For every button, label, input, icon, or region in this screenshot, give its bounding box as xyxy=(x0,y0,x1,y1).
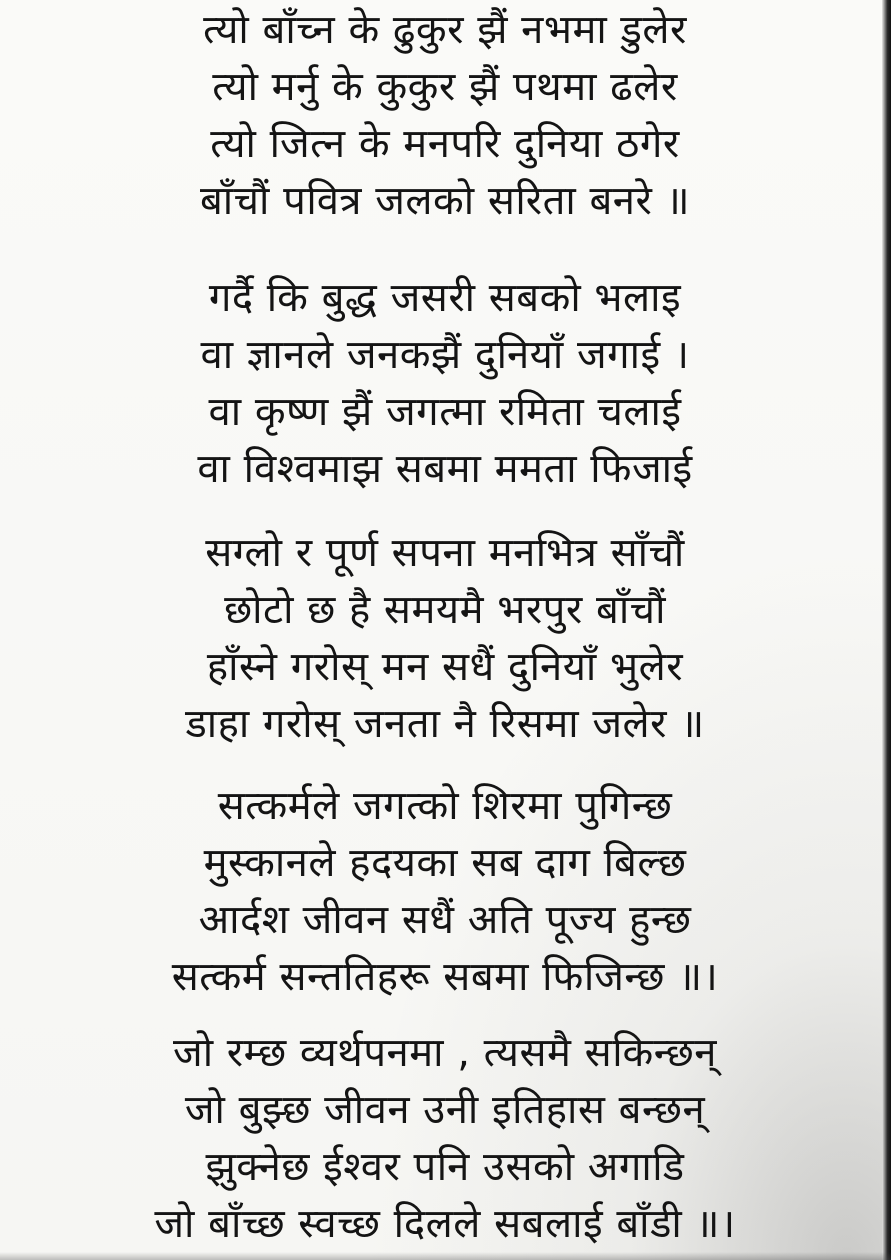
poem-line: त्यो बाँच्न के ढुकुर झैं नभमा डुलेर xyxy=(203,7,687,53)
poem-line: वा विश्वमाझ सबमा ममता फिजाई xyxy=(197,446,693,492)
page-bottom-shadow xyxy=(0,1252,891,1260)
stanza-3 xyxy=(60,525,830,753)
poem-line: वा ज्ञानले जनकझैं दुनियाँ जगाई । xyxy=(200,332,690,378)
poem-line: जो बाँच्छ स्वच्छ दिलले सबलाई बाँडी ॥। xyxy=(154,1201,736,1247)
poem-line: हाँस्ने गरोस् मन सधैं दुनियाँ भुलेर xyxy=(206,644,684,690)
poem-line: सत्कर्म सन्ततिहरू सबमा फिजिन्छ ॥। xyxy=(171,954,719,1000)
poem-line: गर्दै कि बुद्ध जसरी सबको भलाइ xyxy=(208,275,682,321)
stanza-5 xyxy=(60,1025,830,1253)
poem-line: मुस्कानले हदयका सब दाग बिल्छ xyxy=(203,840,687,886)
page-edge-shadow xyxy=(882,0,891,1260)
stanza-1 xyxy=(60,2,830,230)
poem-line: सत्कर्मले जगत्को शिरमा पुगिन्छ xyxy=(217,783,673,829)
poem-line: सग्लो र पूर्ण सपना मनभित्र साँचौं xyxy=(205,530,685,576)
poem-line: त्यो जित्न के मनपरि दुनिया ठगेर xyxy=(210,121,680,167)
stanza-2 xyxy=(60,270,830,498)
poem-line: झुक्नेछ ईश्वर पनि उसको अगाडि xyxy=(205,1144,685,1190)
poem-line: डाहा गरोस् जनता नै रिसमा जलेर ॥ xyxy=(185,701,705,747)
poem-line: जो बुझ्छ जीवन उनी इतिहास बन्छन् xyxy=(184,1087,706,1133)
poem-line: आर्दश जीवन सधैं अति पूज्य हुन्छ xyxy=(198,897,692,943)
poem-line: जो रम्छ व्यर्थपनमा , त्यसमै सकिन्छन् xyxy=(173,1030,717,1076)
poem-line: त्यो मर्नु के कुकुर झैं पथमा ढलेर xyxy=(212,64,678,110)
stanza-4 xyxy=(60,778,830,1006)
poem-line: वा कृष्ण झैं जगत्मा रमिता चलाई xyxy=(208,389,682,435)
poem-line: बाँचौं पवित्र जलको सरिता बनरे ॥ xyxy=(199,178,691,224)
poem-line: छोटो छ है समयमै भरपुर बाँचौं xyxy=(224,587,666,633)
